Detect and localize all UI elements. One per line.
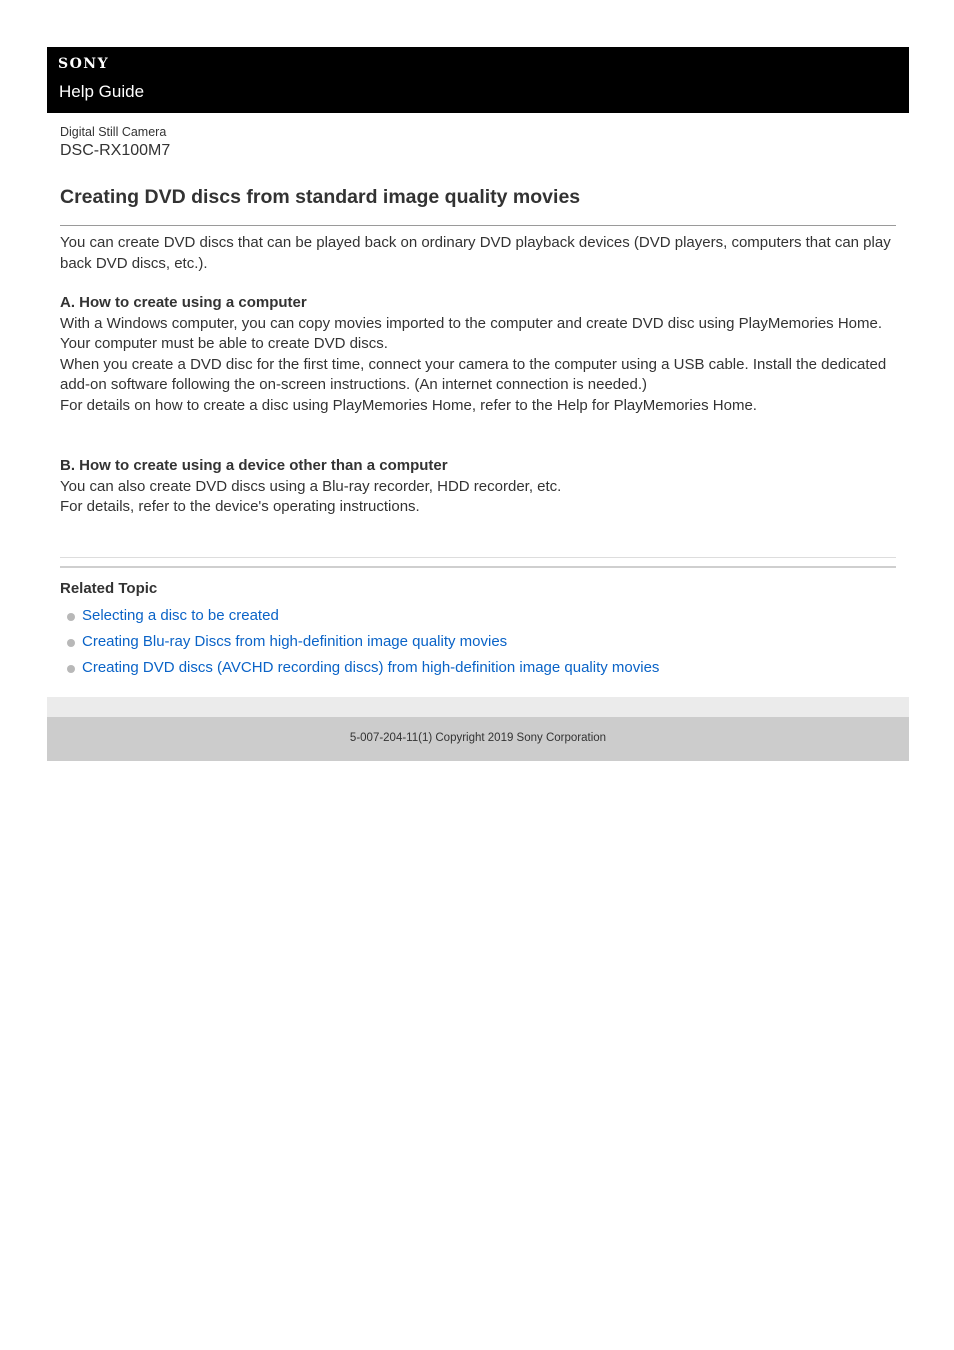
product-type: Digital Still Camera [60,125,167,139]
footer-band [47,697,909,717]
related-divider-bottom [60,566,896,568]
related-topic-item [66,605,659,631]
related-topic-item [66,631,659,657]
copyright-notice: 5-007-204-11(1) Copyright 2019 Sony Corporation [349,732,607,744]
related-topic-list [66,605,659,683]
related-link-avchd-discs[interactable]: Creating DVD discs (AVCHD recording discs) from high-definition image quality movies [82,659,660,676]
section-a-line: Your computer must be able to create DVD discs. [60,335,388,352]
bullet-icon [67,665,75,673]
page-footer [47,717,909,761]
section-b-line: For details, refer to the device's operating instructions. [60,498,420,515]
sony-logo[interactable]: SONY [58,56,110,72]
help-guide-title[interactable]: Help Guide [59,82,145,101]
related-topic-heading: Related Topic [60,580,158,597]
section-a-line: With a Windows computer, you can copy movies imported to the computer and create DVD disc using PlayMemories Home. [60,314,883,332]
section-b-line: You can also create DVD discs using a Blu-ray recorder, HDD recorder, etc. [60,477,562,495]
related-link-selecting-disc[interactable]: Selecting a disc to be created [82,607,279,624]
page-header [47,47,909,113]
section-computer [60,293,898,416]
bullet-icon [67,613,75,621]
title-divider [60,225,896,226]
section-a-line: When you create a DVD disc for the first time, connect your camera to the computer using a USB cable. Install the dedicated add-on software following the on-screen instructions. (An internet connection is needed.) [60,355,887,393]
section-b-heading: B. How to create using a device other than a computer [60,457,448,474]
section-other-device [60,456,898,518]
page-title: Creating DVD discs from standard image quality movies [60,186,581,208]
product-model: DSC-RX100M7 [60,142,171,159]
bullet-icon [67,639,75,647]
intro-paragraph: You can create DVD discs that can be played back on ordinary DVD playback devices (DVD players, computers that can play back DVD discs, etc.). [60,234,891,272]
section-a-heading: A. How to create using a computer [60,294,307,311]
related-divider-top [60,557,896,558]
related-topic-item [66,657,659,683]
section-a-line: For details on how to create a disc using PlayMemories Home, refer to the Help for PlayMemories Home. [60,396,757,414]
related-link-blu-ray-discs[interactable]: Creating Blu-ray Discs from high-definition image quality movies [82,633,508,650]
